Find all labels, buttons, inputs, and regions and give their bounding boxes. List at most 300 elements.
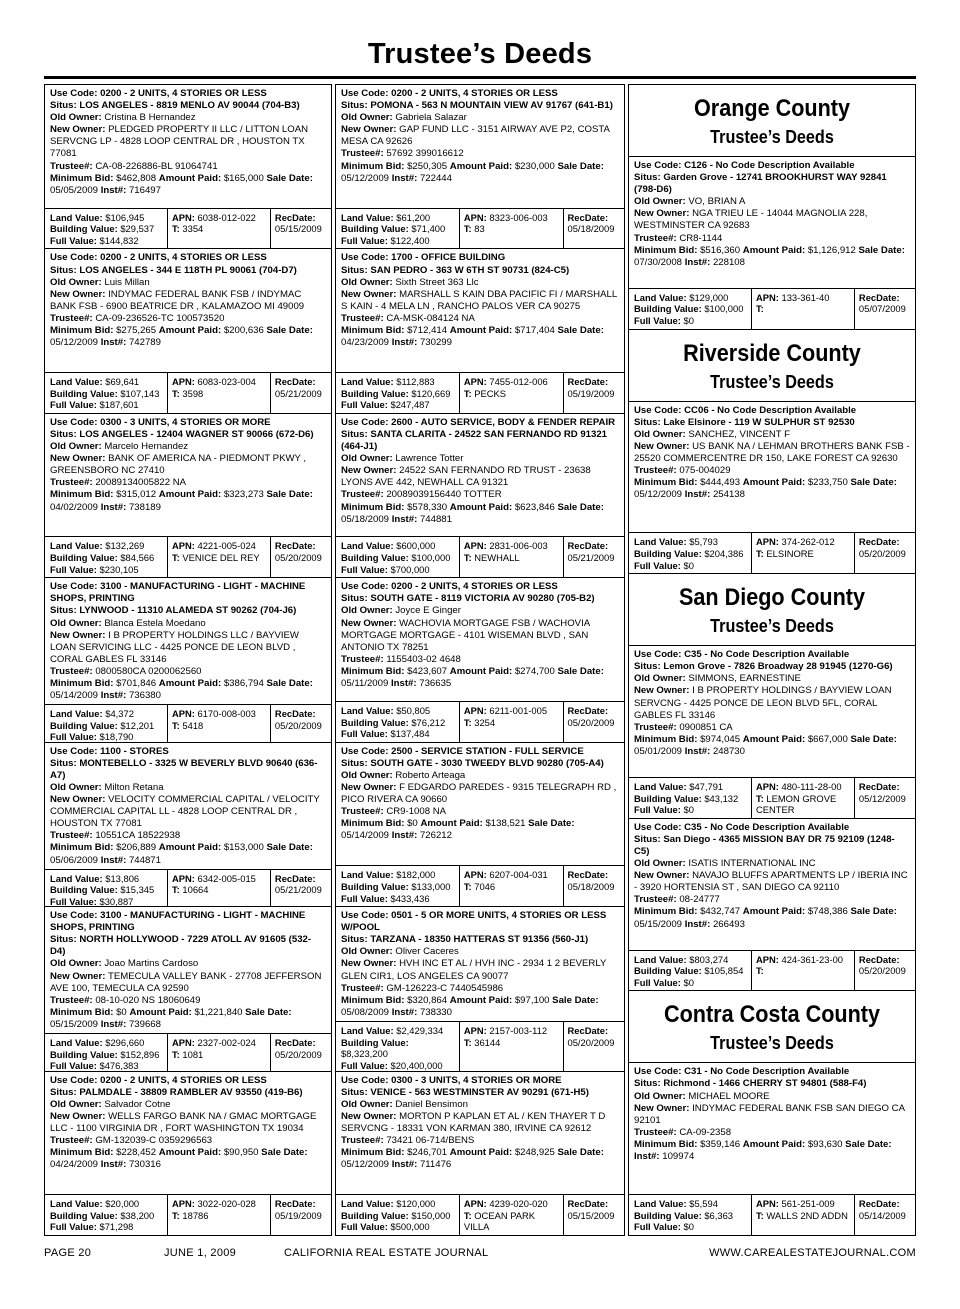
issue-date: JUNE 1, 2009 bbox=[164, 1247, 237, 1259]
deed-record bbox=[628, 1062, 916, 1236]
full-value-label: Full Value: bbox=[50, 234, 97, 246]
amount-paid: $323,273 bbox=[223, 489, 264, 501]
building-value-label: Building Value: bbox=[341, 716, 409, 728]
old-owner-label: Old Owner: bbox=[341, 112, 393, 124]
building-value: $107,143 bbox=[120, 387, 160, 399]
use-code: 0200 - 2 UNITS, 4 STORIES OR LESS bbox=[391, 581, 558, 593]
rec-date-label-row bbox=[859, 781, 912, 793]
instrument-number-label: Inst#: bbox=[390, 678, 417, 690]
use-code-line bbox=[341, 417, 615, 428]
sale-date-label: Sale Date: bbox=[557, 665, 604, 677]
old-owner-label: Old Owner: bbox=[634, 428, 686, 440]
apn-cell bbox=[460, 537, 564, 577]
situs: LOS ANGELES - 12404 WAGNER ST 90066 (672-D6) bbox=[79, 428, 314, 440]
apn-row bbox=[464, 869, 560, 881]
new-owner-row bbox=[341, 1111, 619, 1135]
use-code-row bbox=[50, 252, 326, 264]
rec-date-row bbox=[275, 720, 328, 732]
apn-cell bbox=[460, 702, 564, 742]
rec-date-row bbox=[568, 552, 621, 564]
land-value: $120,000 bbox=[396, 1198, 436, 1210]
situs: SOUTH GATE - 8119 VICTORIA AV 90280 (705-B2) bbox=[370, 593, 595, 605]
old-owner-row bbox=[634, 858, 910, 870]
use-code-label: Use Code: bbox=[634, 1066, 682, 1078]
sale-row bbox=[341, 502, 619, 526]
tract: WALLS 2ND ADDN bbox=[766, 1209, 848, 1221]
old-owner: ISATIS INTERNATIONAL INC bbox=[688, 858, 816, 870]
t-row bbox=[172, 552, 267, 564]
land-value-label: Land Value: bbox=[50, 872, 103, 884]
instrument-number-label: Inst#: bbox=[391, 830, 418, 842]
land-row bbox=[50, 1198, 164, 1210]
website-link[interactable]: WWW.CAREALESTATEJOURNAL.COM bbox=[709, 1247, 916, 1259]
instrument-number: 730316 bbox=[128, 1159, 161, 1171]
old-owner-row bbox=[341, 770, 619, 782]
new-owner: WELLS FARGO BANK NA / GMAC MORTGAGE LLC - 1100 VIRGINIA DR , FORT WASHINGTON TX 19034 bbox=[50, 1110, 317, 1134]
rec-date-label-row bbox=[275, 708, 328, 720]
land-value: $5,594 bbox=[689, 1198, 718, 1210]
full-value: $500,000 bbox=[390, 1221, 430, 1233]
land-row bbox=[634, 1198, 748, 1210]
new-owner-row bbox=[50, 289, 326, 313]
rec-date: 05/20/2009 bbox=[274, 1048, 322, 1060]
minimum-bid: $275,265 bbox=[116, 324, 157, 336]
building-row bbox=[50, 552, 164, 564]
amount-paid: $386,794 bbox=[223, 678, 264, 690]
apn-cell bbox=[168, 373, 271, 413]
full-row bbox=[341, 1221, 456, 1233]
situs-line bbox=[634, 172, 887, 195]
tract: ELSINORE bbox=[766, 548, 814, 559]
trustee-number-label: Trustee#: bbox=[634, 232, 677, 244]
trustee-row bbox=[341, 313, 619, 325]
land-value: $112,883 bbox=[396, 376, 435, 388]
sale-row bbox=[634, 477, 910, 501]
sale-row bbox=[341, 666, 619, 690]
full-value: $0 bbox=[683, 1221, 694, 1233]
apn-row bbox=[172, 1037, 267, 1049]
apn: 374-262-012 bbox=[781, 536, 835, 548]
new-owner-row bbox=[634, 1103, 910, 1127]
land-row bbox=[341, 540, 456, 552]
sale-row bbox=[341, 325, 619, 349]
old-owner: SIMMONS, EARNESTINE bbox=[688, 673, 801, 685]
new-owner: PLEDGED PROPERTY II LLC / LITTON LOAN SERVCNG LP - 4828 LOOP CENTRAL DR , HOUSTON TX 77081 bbox=[50, 124, 309, 160]
sale-date-label: Sale Date: bbox=[858, 244, 905, 256]
value-cell bbox=[629, 778, 752, 818]
apn-row bbox=[464, 705, 560, 717]
trustee-number: 08-24777 bbox=[679, 894, 720, 906]
amount-paid: $97,100 bbox=[514, 994, 550, 1006]
building-value-label: Building Value: bbox=[50, 552, 118, 564]
land-value-label: Land Value: bbox=[341, 376, 394, 388]
sale-date-label: Sale Date: bbox=[528, 818, 575, 830]
situs: Richmond - 1466 CHERRY ST 94801 (588-F4) bbox=[663, 1078, 867, 1090]
minimum-bid-label: Minimum Bid: bbox=[50, 842, 114, 854]
situs-label: Situs: bbox=[50, 1086, 77, 1098]
rec-date-row bbox=[275, 552, 328, 564]
record-values bbox=[45, 704, 331, 742]
full-value: $144,832 bbox=[99, 234, 139, 246]
tract-label: T: bbox=[171, 387, 180, 399]
rec-date-row bbox=[275, 388, 328, 400]
amount-paid: $165,000 bbox=[223, 172, 264, 184]
use-code-line bbox=[50, 746, 169, 757]
amount-paid-label: Amount Paid: bbox=[742, 733, 806, 745]
old-owner-label: Old Owner: bbox=[50, 112, 102, 124]
rec-date-label: RecDate: bbox=[274, 708, 316, 720]
situs-row bbox=[50, 758, 326, 782]
value-cell bbox=[45, 1195, 168, 1235]
deed-record bbox=[44, 742, 332, 907]
rec-date-cell bbox=[564, 537, 624, 577]
building-value: $43,132 bbox=[704, 792, 739, 804]
minimum-bid: $359,146 bbox=[700, 1138, 741, 1150]
full-value: $20,400,000 bbox=[390, 1059, 443, 1071]
rec-date-label-row bbox=[859, 292, 912, 304]
apn-label: APN: bbox=[755, 953, 779, 965]
use-code: 0200 - 2 UNITS, 4 STORIES OR LESS bbox=[100, 252, 267, 264]
situs-label: Situs: bbox=[634, 172, 661, 184]
land-value: $106,945 bbox=[105, 211, 145, 223]
new-owner-label: New Owner: bbox=[50, 970, 106, 982]
new-owner: I B PROPERTY HOLDINGS LLC / BAYVIEW LOAN SERVICING LLC - 4425 PONCE DE LEON BLVD , CORAL GABLES FL 33146 bbox=[50, 629, 299, 665]
building-value: $76,212 bbox=[411, 716, 446, 728]
rec-date-label-row bbox=[275, 873, 328, 885]
trustee-row bbox=[341, 489, 619, 501]
building-value-label: Building Value: bbox=[341, 387, 409, 399]
sale-date: 05/18/2009 bbox=[341, 513, 390, 525]
apn: 2327-002-024 bbox=[197, 1037, 256, 1049]
value-cell bbox=[629, 533, 752, 573]
land-value-label: Land Value: bbox=[341, 869, 394, 881]
value-cell bbox=[336, 1022, 460, 1072]
old-owner-label: Old Owner: bbox=[634, 673, 686, 685]
old-owner: Cristina B Hernandez bbox=[104, 112, 196, 124]
record-details bbox=[336, 907, 624, 1021]
apn-row bbox=[756, 292, 851, 304]
situs-row bbox=[341, 934, 619, 946]
old-owner-label: Old Owner: bbox=[634, 858, 686, 870]
instrument-number-label: Inst#: bbox=[391, 513, 418, 525]
instrument-number-label: Inst#: bbox=[684, 489, 711, 501]
sale-date-label: Sale Date: bbox=[261, 1147, 308, 1159]
apn-cell bbox=[168, 1034, 271, 1071]
value-cell bbox=[45, 1034, 168, 1071]
rec-date: 05/15/2009 bbox=[567, 1209, 615, 1221]
situs-line bbox=[341, 1087, 589, 1098]
building-value: $6,363 bbox=[704, 1209, 734, 1221]
use-code-label: Use Code: bbox=[50, 252, 98, 264]
building-value: $204,386 bbox=[704, 548, 744, 559]
minimum-bid: $432,747 bbox=[700, 906, 741, 918]
use-code-row bbox=[341, 1075, 619, 1087]
land-value-label: Land Value: bbox=[50, 376, 103, 388]
rec-date-label: RecDate: bbox=[274, 376, 316, 388]
record-details bbox=[45, 907, 331, 1033]
use-code-line bbox=[341, 581, 558, 592]
rec-date-label-row bbox=[568, 540, 621, 552]
county-name: Contra Costa County bbox=[664, 1001, 880, 1029]
page-footer bbox=[44, 1247, 916, 1263]
apn-label: APN: bbox=[171, 211, 195, 223]
situs-line bbox=[341, 265, 569, 276]
full-value: $433,436 bbox=[390, 892, 430, 904]
land-value: $69,641 bbox=[105, 376, 140, 388]
situs-label: Situs: bbox=[50, 428, 77, 440]
building-value: $100,000 bbox=[704, 303, 744, 315]
amount-paid: $623,846 bbox=[514, 501, 555, 513]
minimum-bid-label: Minimum Bid: bbox=[634, 906, 698, 918]
full-value-label: Full Value: bbox=[341, 399, 388, 411]
sale-row bbox=[50, 325, 326, 349]
old-owner-row bbox=[50, 441, 326, 453]
apn: 2157-003-112 bbox=[489, 1024, 548, 1036]
sale-row bbox=[341, 995, 619, 1019]
situs: LOS ANGELES - 344 E 118TH PL 90061 (704-D7) bbox=[79, 264, 297, 276]
full-value-label: Full Value: bbox=[50, 563, 97, 575]
trustee-number-label: Trustee#: bbox=[341, 1135, 384, 1146]
building-value-label: Building Value: bbox=[50, 719, 118, 731]
amount-paid: $1,126,912 bbox=[807, 244, 856, 256]
situs-label: Situs: bbox=[634, 661, 661, 673]
trustee-number: CA-09-2358 bbox=[679, 1126, 732, 1138]
apn: 6170-008-003 bbox=[197, 708, 256, 720]
apn-row bbox=[464, 376, 560, 388]
sale-date: 05/01/2009 bbox=[634, 745, 683, 757]
rec-date-row bbox=[568, 1037, 621, 1049]
value-cell bbox=[45, 705, 168, 742]
building-value: $29,537 bbox=[120, 223, 155, 235]
use-code-line bbox=[634, 822, 849, 833]
trustee-number: CA-08-226886-BL 91064741 bbox=[95, 160, 218, 172]
county-header bbox=[628, 990, 916, 1063]
land-value: $20,000 bbox=[105, 1198, 140, 1210]
apn-cell bbox=[460, 1195, 564, 1235]
t-row bbox=[756, 1210, 851, 1222]
trustee-row bbox=[341, 983, 619, 995]
new-owner-row bbox=[50, 1111, 326, 1135]
value-cell bbox=[336, 373, 460, 413]
value-cell bbox=[45, 870, 168, 907]
instrument-number: 711476 bbox=[419, 1159, 452, 1171]
new-owner: INDYMAC FEDERAL BANK FSB / INDYMAC BANK FSB - 6900 BEATRICE DR , KALAMAZOO MI 49009 bbox=[50, 288, 305, 312]
trustee-number: 20089134005822 NA bbox=[95, 477, 187, 489]
use-code-line bbox=[634, 160, 855, 171]
trustee-number-label: Trustee#: bbox=[341, 489, 384, 501]
building-row bbox=[50, 1210, 164, 1222]
deed-record bbox=[335, 577, 625, 742]
new-owner-row bbox=[341, 289, 619, 313]
rec-date-label-row bbox=[275, 540, 328, 552]
rec-date: 05/20/2009 bbox=[858, 548, 906, 559]
new-owner: MARSHALL S KAIN DBA PACIFIC FI / MARSHALL S KAIN - 4 MELA LN , RANCHO PALOS VER CA 90275 bbox=[341, 288, 617, 312]
full-value: $0 bbox=[683, 315, 694, 326]
use-code: 1100 - STORES bbox=[100, 745, 169, 757]
full-value: $18,790 bbox=[99, 731, 134, 743]
old-owner-row bbox=[341, 1099, 619, 1111]
apn: 8323-006-003 bbox=[489, 211, 548, 223]
t-row bbox=[172, 720, 267, 732]
record-details bbox=[629, 1063, 915, 1194]
county-header bbox=[628, 329, 916, 402]
situs-row bbox=[50, 100, 326, 112]
situs-label: Situs: bbox=[634, 416, 661, 428]
rec-date-cell bbox=[564, 1022, 624, 1072]
use-code-label: Use Code: bbox=[341, 581, 389, 593]
sale-row bbox=[50, 1007, 326, 1031]
rec-date-label: RecDate: bbox=[274, 540, 316, 552]
old-owner-label: Old Owner: bbox=[50, 1098, 102, 1110]
trustee-row bbox=[50, 313, 326, 325]
old-owner-row bbox=[341, 605, 619, 617]
deed-record bbox=[335, 1071, 625, 1236]
minimum-bid-label: Minimum Bid: bbox=[50, 172, 114, 184]
use-code-label: Use Code: bbox=[341, 252, 389, 264]
trustee-number: CR8-1144 bbox=[679, 232, 723, 244]
apn: 6083-023-004 bbox=[197, 376, 256, 388]
rec-date-row bbox=[568, 881, 621, 893]
rec-date-cell bbox=[855, 951, 915, 991]
trustee-number: 57692 399016612 bbox=[386, 148, 464, 160]
old-owner-row bbox=[341, 112, 619, 124]
county-subtitle: Trustee’s Deeds bbox=[710, 616, 834, 637]
minimum-bid-label: Minimum Bid: bbox=[341, 324, 405, 336]
building-row bbox=[634, 965, 748, 977]
record-details bbox=[45, 249, 331, 372]
building-value-label: Building Value: bbox=[50, 884, 118, 896]
use-code-label: Use Code: bbox=[341, 88, 389, 99]
apn: 3022-020-028 bbox=[197, 1198, 256, 1210]
apn-cell bbox=[752, 951, 855, 991]
tract: NEWHALL bbox=[474, 552, 520, 564]
use-code-label: Use Code: bbox=[50, 910, 98, 922]
apn: 6038-012-022 bbox=[197, 211, 256, 223]
rec-date-label-row bbox=[859, 536, 912, 548]
land-row bbox=[50, 873, 164, 885]
record-values bbox=[336, 701, 624, 742]
situs: VENICE - 563 WESTMINSTER AV 90291 (671-H5) bbox=[370, 1086, 589, 1098]
sale-date-label: Sale Date: bbox=[266, 172, 313, 184]
apn-row bbox=[172, 1198, 267, 1210]
building-value-label: Building Value: bbox=[634, 965, 702, 977]
instrument-number-label: Inst#: bbox=[100, 1018, 127, 1030]
minimum-bid: $228,452 bbox=[116, 1147, 157, 1159]
building-row bbox=[50, 388, 164, 400]
rec-date: 05/20/2009 bbox=[858, 965, 906, 977]
minimum-bid: $712,414 bbox=[407, 324, 448, 336]
old-owner: Milton Retana bbox=[104, 781, 164, 793]
trustee-number-label: Trustee#: bbox=[634, 465, 677, 477]
full-value-label: Full Value: bbox=[50, 1060, 97, 1072]
apn-label: APN: bbox=[463, 376, 487, 388]
instrument-number: 228108 bbox=[712, 256, 745, 268]
record-details bbox=[336, 743, 624, 866]
new-owner: F EDGARDO PAREDES - 9315 TELEGRAPH RD , PICO RIVERA CA 90660 bbox=[341, 781, 617, 806]
situs-line bbox=[50, 934, 311, 957]
t-row bbox=[172, 1210, 267, 1222]
use-code-row bbox=[50, 1075, 326, 1087]
use-code-row bbox=[341, 910, 619, 934]
situs-row bbox=[341, 758, 619, 770]
old-owner-label: Old Owner: bbox=[341, 769, 393, 781]
building-row bbox=[50, 720, 164, 732]
building-value-label: Building Value: bbox=[634, 303, 702, 315]
tract-label: T: bbox=[171, 223, 180, 235]
rec-date-label-row bbox=[568, 869, 621, 881]
use-code-row bbox=[341, 417, 619, 429]
new-owner-label: New Owner: bbox=[50, 794, 106, 806]
new-owner-label: New Owner: bbox=[634, 870, 690, 882]
building-value: $120,669 bbox=[411, 387, 451, 399]
record-details bbox=[45, 414, 331, 537]
rec-date-label: RecDate: bbox=[858, 536, 900, 548]
new-owner-row bbox=[634, 441, 910, 465]
sale-date: 05/08/2009 bbox=[341, 1006, 390, 1018]
old-owner-row bbox=[634, 196, 910, 208]
rec-date: 05/19/2009 bbox=[274, 1209, 322, 1221]
record-details bbox=[336, 414, 624, 537]
building-row bbox=[341, 223, 456, 235]
apn-label: APN: bbox=[171, 872, 195, 884]
situs: PALMDALE - 38809 RAMBLER AV 93550 (419-B6) bbox=[79, 1086, 303, 1098]
new-owner-row bbox=[50, 453, 326, 477]
full-row bbox=[50, 564, 164, 576]
title-rule bbox=[44, 76, 916, 79]
land-value-label: Land Value: bbox=[634, 536, 687, 548]
situs: TARZANA - 18350 HATTERAS ST 91356 (560-J1) bbox=[370, 934, 589, 946]
instrument-number-label: Inst#: bbox=[100, 501, 127, 513]
new-owner: HVH INC ET AL / HVH INC - 2934 1 2 BEVERLY GLEN CIR1, LOS ANGELES CA 90077 bbox=[341, 958, 607, 982]
instrument-number: 254138 bbox=[712, 489, 745, 501]
apn-label: APN: bbox=[463, 704, 487, 716]
full-value: $30,887 bbox=[99, 895, 134, 907]
land-value-label: Land Value: bbox=[634, 291, 687, 303]
full-row bbox=[634, 977, 748, 989]
t-row bbox=[464, 552, 560, 564]
new-owner: VELOCITY COMMERCIAL CAPITAL / VELOCITY COMMERCIAL CAPITAL LL - 4828 LOOP CENTRAL DR , HOUSTON TX 77081 bbox=[50, 794, 320, 830]
situs-line bbox=[50, 1087, 303, 1098]
apn-row bbox=[172, 540, 267, 552]
sale-date: 05/12/2009 bbox=[341, 1159, 390, 1171]
trustee-number-label: Trustee#: bbox=[50, 665, 93, 677]
use-code-line bbox=[50, 910, 305, 933]
new-owner-row bbox=[50, 971, 326, 995]
rec-date-cell bbox=[564, 209, 624, 249]
use-code-row bbox=[50, 910, 326, 934]
use-code: 2600 - AUTO SERVICE, BODY & FENDER REPAIR bbox=[391, 416, 616, 428]
apn-label: APN: bbox=[755, 781, 779, 792]
sale-date-label: Sale Date: bbox=[557, 160, 604, 172]
situs-label: Situs: bbox=[634, 1078, 661, 1090]
amount-paid-label: Amount Paid: bbox=[420, 818, 483, 830]
situs-line bbox=[634, 417, 855, 428]
tract: 3354 bbox=[182, 223, 204, 235]
rec-date-cell bbox=[271, 1034, 331, 1071]
building-value: $12,201 bbox=[120, 719, 155, 731]
rec-date: 05/20/2009 bbox=[274, 552, 322, 564]
use-code-row bbox=[50, 581, 326, 605]
record-details bbox=[45, 85, 331, 208]
instrument-number-label: Inst#: bbox=[100, 854, 127, 866]
land-value-label: Land Value: bbox=[341, 540, 394, 552]
trustee-number-label: Trustee#: bbox=[50, 160, 93, 172]
amount-paid-label: Amount Paid: bbox=[449, 160, 513, 172]
building-value: $100,000 bbox=[411, 552, 451, 564]
sale-date-label: Sale Date: bbox=[266, 489, 313, 501]
apn-label: APN: bbox=[463, 869, 487, 881]
record-values bbox=[629, 288, 915, 329]
